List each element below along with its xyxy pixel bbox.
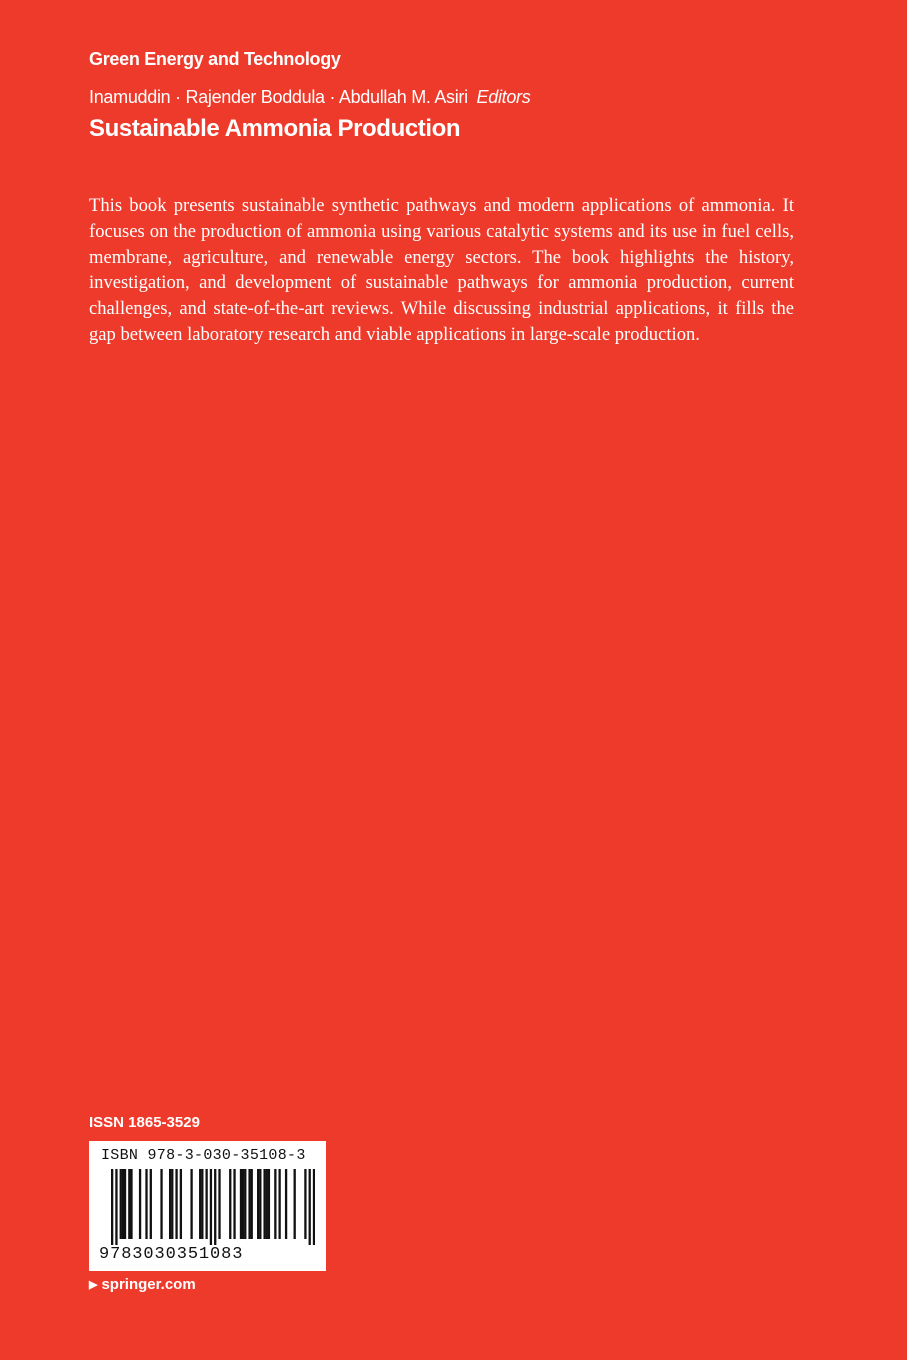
barcode-bar bbox=[242, 1169, 244, 1239]
barcode-bar bbox=[115, 1169, 117, 1245]
barcode-bar bbox=[257, 1169, 259, 1239]
barcode-bar bbox=[240, 1169, 242, 1239]
barcode-bar bbox=[150, 1169, 152, 1239]
barcode-bar bbox=[214, 1169, 216, 1245]
barcode-bar bbox=[229, 1169, 231, 1239]
editors-role: Editors bbox=[476, 87, 531, 107]
barcode-box bbox=[89, 1141, 326, 1271]
barcode-bar bbox=[201, 1169, 203, 1239]
barcode-bar bbox=[285, 1169, 287, 1239]
barcode-bar bbox=[205, 1169, 207, 1239]
barcode-bar bbox=[130, 1169, 132, 1239]
barcode-bar bbox=[313, 1169, 315, 1245]
barcode-bar bbox=[128, 1169, 130, 1239]
editors-names: Inamuddin · Rajender Boddula · Abdullah M. Asiri bbox=[89, 87, 468, 107]
barcode-bar bbox=[244, 1169, 246, 1239]
barcode-bar bbox=[139, 1169, 141, 1239]
barcode-bar bbox=[263, 1169, 265, 1239]
barcode-bar bbox=[111, 1169, 113, 1245]
barcode-bar bbox=[175, 1169, 177, 1239]
barcode-bar bbox=[124, 1169, 126, 1239]
barcode-bar bbox=[266, 1169, 268, 1239]
issn-label: ISSN 1865-3529 bbox=[89, 1114, 200, 1131]
barcode-bar bbox=[259, 1169, 261, 1239]
barcode-bar bbox=[274, 1169, 276, 1239]
book-description: This book presents sustainable synthetic pathways and modern applications of ammonia. It focuses on the production of ammonia using various catalytic systems and its use in fuel cells, membrane, agriculture, and renewable energy sectors. The book highlights the history, investigation, and development of sustainable pathways for ammonia production, current challenges, and state-of-the-art reviews. While discussing industrial applications, it fills the gap between laboratory research and viable applications in large-scale production. bbox=[89, 195, 794, 345]
barcode-bar bbox=[171, 1169, 173, 1239]
barcode-bar bbox=[169, 1169, 171, 1239]
barcode-bar bbox=[304, 1169, 306, 1239]
barcode-bar bbox=[122, 1169, 124, 1239]
website-url: springer.com bbox=[101, 1276, 196, 1293]
barcode-bar bbox=[218, 1169, 220, 1239]
barcode-bars bbox=[101, 1169, 315, 1245]
isbn-label: ISBN 978-3-030-35108-3 bbox=[101, 1147, 306, 1164]
barcode-bar bbox=[278, 1169, 280, 1239]
editors-line bbox=[89, 87, 530, 108]
barcode-bar bbox=[180, 1169, 182, 1239]
barcode-bar bbox=[294, 1169, 296, 1239]
barcode-bar bbox=[233, 1169, 235, 1239]
barcode-bar bbox=[251, 1169, 253, 1239]
series-name: Green Energy and Technology bbox=[89, 49, 341, 69]
barcode-bar bbox=[160, 1169, 162, 1239]
arrow-right-icon: ▶ bbox=[89, 1279, 98, 1291]
barcode-bar bbox=[190, 1169, 192, 1239]
barcode-bar bbox=[268, 1169, 270, 1239]
publisher-website[interactable] bbox=[89, 1276, 196, 1293]
barcode-bar bbox=[210, 1169, 212, 1245]
barcode-digits: 9783030351083 bbox=[99, 1245, 244, 1264]
barcode-bar bbox=[248, 1169, 250, 1239]
barcode-bar bbox=[145, 1169, 147, 1239]
barcode-bar bbox=[120, 1169, 122, 1239]
book-title: Sustainable Ammonia Production bbox=[89, 115, 461, 142]
barcode-bar bbox=[309, 1169, 311, 1245]
barcode-bar bbox=[199, 1169, 201, 1239]
